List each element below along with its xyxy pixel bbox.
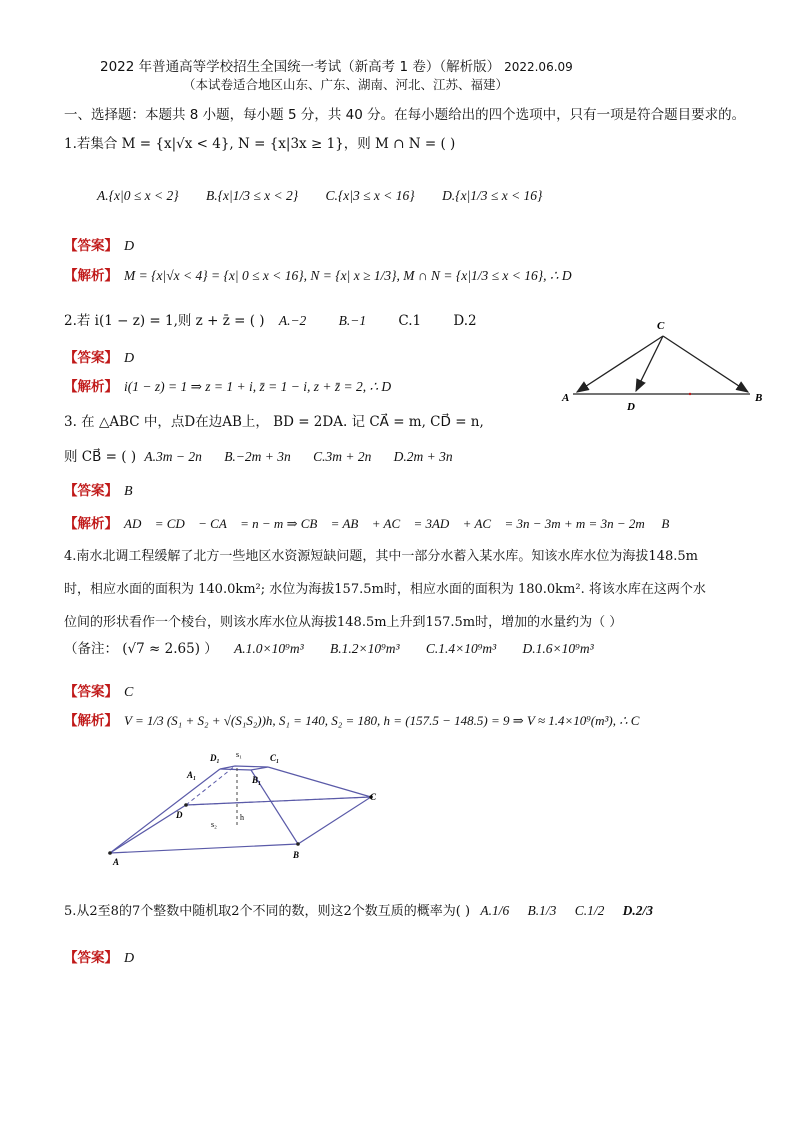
q3-row2 (64, 445, 453, 465)
q3-option-c: C.3m + 2n (313, 449, 372, 464)
q4-option-a: A.1.0×10⁹m³ (234, 641, 304, 656)
q4-note-row (64, 637, 594, 657)
q2-option-d: D.2 (453, 313, 477, 329)
q3-option-b: B.−2m + 3n (224, 449, 291, 464)
q3-stem-line2: 则 CB⃗ = ( ) (64, 449, 137, 465)
label-a: A (113, 857, 120, 867)
answer-label: 【答案】 (64, 350, 118, 366)
q1-options (97, 188, 566, 204)
q3-option-a: A.3m − 2n (144, 449, 202, 464)
label-d1: D₁ (210, 753, 220, 763)
q1-option-b: B.{x|1/3 ≤ x < 2} (206, 188, 299, 203)
vector-ca (577, 336, 663, 392)
q4-note: （备注： (√7 ≈ 2.65) ） (64, 641, 218, 657)
q1-answer: D (124, 239, 135, 254)
q5-option-a: A.1/6 (480, 903, 510, 918)
edge-aa1 (110, 769, 220, 853)
q4-line1: 4.南水北调工程缓解了北方一些地区水资源短缺问题，其中一部分水蓄入某水库。知该水库水位为海拔148.5m (64, 549, 698, 564)
label-a: A (562, 392, 570, 404)
answer-label: 【答案】 (64, 950, 118, 966)
q4-option-d: D.1.6×10⁹m³ (522, 641, 594, 656)
q3-answer: B (124, 484, 133, 499)
q1-option-c: C.{x|3 ≤ x < 16} (325, 188, 415, 203)
answer-label: 【答案】 (64, 684, 118, 700)
q4-option-b: B.1.2×10⁹m³ (329, 641, 400, 656)
top-base (220, 766, 268, 770)
vertex-d (184, 803, 188, 807)
label-s1: s₁ (236, 750, 242, 759)
answer-label: 【答案】 (64, 483, 118, 499)
q2-analysis: i(1 − z) = 1 ⇒ z = 1 + i, z̄ = 1 − i, z + z̄ = 2, ∴ D (124, 379, 392, 394)
label-b: B (293, 850, 300, 860)
label-b: B (755, 392, 763, 404)
q1-stem: 1.若集合 M = {x|√x < 4}, N = {x|3x ≥ 1}，则 M ∩ N = ( ) (64, 136, 456, 152)
q3-analysis-row (64, 512, 669, 532)
vector-cb (663, 336, 748, 392)
vertex-b (296, 842, 300, 846)
answer-label: 【答案】 (64, 238, 118, 254)
q1-option-d: D.{x|1/3 ≤ x < 16} (442, 188, 543, 203)
q2-stem: 2.若 i(1 − z) = 1,则 z + z̄ = ( ) (64, 313, 265, 329)
q1-analysis-row (64, 264, 572, 284)
document-subtitle: （本试卷适合地区山东、广东、湖南、河北、江苏、福建） (183, 77, 509, 92)
q5-answer: D (124, 951, 135, 966)
label-d: D (627, 401, 635, 413)
title-date: 2022.06.09 (504, 60, 573, 74)
q4-analysis-row (64, 709, 639, 729)
document-title (100, 55, 573, 75)
label-b1: B₁ (252, 775, 262, 785)
q4-analysis: V = 1/3 (S₁ + S₂ + √(S₁S₂))h, S₁ = 140, S₂ = 180, h = (157.5 − 148.5) = 9 ⇒ V ≈ 1.4×10⁹(m³), ∴ C (124, 713, 640, 728)
q3-answer-row (64, 479, 133, 500)
q3-option-d: D.2m + 3n (393, 449, 453, 464)
q2-option-b: B.−1 (338, 313, 367, 328)
q1-answer-row (64, 234, 134, 255)
q4-line3: 位间的形状看作一个棱台，则该水库水位从海拔148.5m上升到157.5m时，增加的水量约为（ ） (64, 615, 623, 630)
q2-row (64, 309, 477, 329)
q4-option-c: C.1.4×10⁹m³ (425, 641, 497, 656)
q5-answer-row (64, 946, 134, 967)
q2-option-a: A.−2 (278, 313, 307, 328)
title-text: 2022 年普通高等学校招生全国统一考试（新高考 1 卷）（解析版） (100, 59, 501, 75)
edge-cc1 (268, 767, 371, 797)
bottom-base (110, 797, 371, 853)
label-c: C (370, 792, 377, 802)
vertex-a (108, 851, 112, 855)
analysis-label: 【解析】 (64, 268, 118, 284)
label-c: C (657, 320, 665, 332)
label-a1: A₁ (187, 770, 197, 780)
q2-answer-row (64, 346, 134, 367)
q5-option-b: B.1/3 (527, 903, 557, 918)
triangle-figure (555, 318, 770, 413)
analysis-label: 【解析】 (64, 379, 118, 395)
q5-option-d: D.2/3 (622, 903, 653, 918)
q2-analysis-row (64, 375, 391, 395)
frustum-figure (100, 745, 400, 870)
analysis-label: 【解析】 (64, 713, 118, 729)
q1-option-a: A.{x|0 ≤ x < 2} (97, 188, 179, 203)
q1-analysis: M = {x|√x < 4} = {x| 0 ≤ x < 16}, N = {x| x ≥ 1/3}, M ∩ N = {x|1/3 ≤ x < 16}, ∴ D (124, 268, 572, 283)
analysis-label: 【解析】 (64, 516, 118, 532)
label-h: h (240, 813, 244, 822)
q5-stem: 5.从2至8的7个整数中随机取2个不同的数，则这2个数互质的概率为( ) (64, 904, 471, 919)
mark-point (689, 393, 691, 395)
q2-option-c: C.1 (398, 313, 422, 329)
q4-answer: C (124, 685, 134, 700)
q5-option-c: C.1/2 (574, 903, 605, 918)
q4-answer-row (64, 680, 133, 701)
q4-line2: 时，相应水面的面积为 140.0km²; 水位为海拔157.5m时，相应水面的面积为 180.0km². 将该水库在这两个水 (64, 582, 706, 597)
q3-analysis: AD⃗ = CD⃗ − CA⃗ = n − m ⇒ CB⃗ = AB⃗ + AC⃗ = 3AD⃗ + AC⃗ = 3n − 3m + m = 3n − 2m ∴ B (124, 516, 670, 531)
label-s2: s₂ (211, 820, 217, 829)
label-c1: C₁ (270, 753, 280, 763)
q2-answer: D (124, 351, 135, 366)
q3-stem-line1: 3. 在 △ABC 中，点D在边AB上， BD = 2DA. 记 CA⃗ = m, CD⃗ = n, (64, 414, 484, 430)
q5-row (64, 900, 653, 919)
section-heading: 一、选择题：本题共 8 小题，每小题 5 分，共 40 分。在每小题给出的四个选项中，只有一项是符合题目要求的。 (64, 107, 746, 123)
label-d: D (176, 810, 183, 820)
